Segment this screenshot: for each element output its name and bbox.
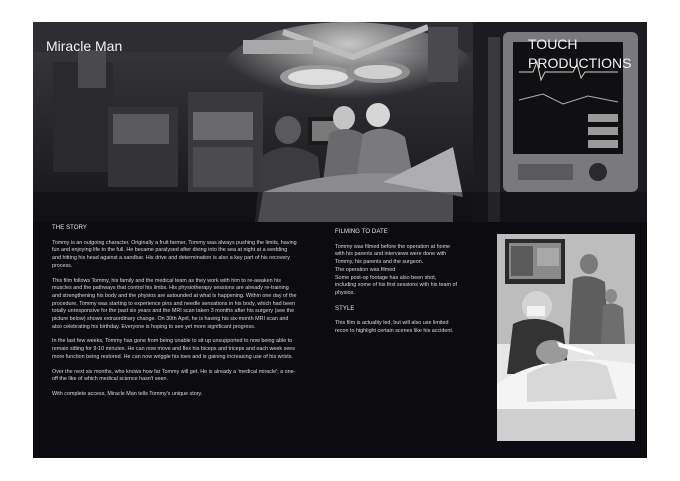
patient-physio-photo — [497, 234, 635, 441]
film-title: Miracle Man — [46, 38, 123, 54]
filming-column — [335, 229, 459, 343]
story-paragraph: Tommy is an outgoing character. Originally a fruit farmer, Tommy was always pushing the limits, having fun and enjoying life to the full. He became paralysed after diving into the sea at night at a wedding and hitting his head against a sandbar. His drive and determination is also a key part of his recovery process. — [52, 239, 297, 269]
story-heading: THE STORY — [52, 225, 88, 231]
filming-postop-paragraph: Some post-op footage has also been shot, including some of his first sessions with his team of physios. — [335, 274, 457, 296]
story-paragraph: In the last few weeks, Tommy has gone from being unable to sit up unsupported to now being able to remain sitting for 9-10 minutes. He can now move and flex his biceps and triceps and each week sees more function being restored. He can now wriggle his toes and is gaining increasing use of his wrists. — [52, 338, 296, 360]
brochure-spread — [33, 22, 647, 458]
company-name — [528, 35, 631, 73]
company-name-line2: PRODUCTIONS — [528, 55, 632, 71]
filming-heading: FILMING TO DATE — [335, 229, 388, 235]
company-name-line1: TOUCH — [528, 36, 578, 52]
story-paragraph: With complete access, Miracle Man tells Tommy's unique story. — [52, 390, 203, 397]
story-paragraph: This film follows Tommy, his family and the medical team as they work with him to re-awaken his muscles and the pathways that control his limbs. His physiotherapy sessions are already re-training and strengthening his body and the physios are astounded at what is happening. Within one day of the procedure, Tommy was starting to experience pins and needle sensations in his body, which had been totally unresponsive for the past six years and the MRI scan taken 3 months after his surgery (see the picture below) shows extraordinary change. On 30th April, he is having his six-month MRI scan and also celebrating his birthday. Everyone is hoping to see yet more significant progress. — [52, 277, 297, 330]
filming-paragraph: Tommy was filmed before the operation at home with his parents and interviews were done with Tommy, his parents and the surgeon. — [335, 243, 451, 266]
story-paragraph: Over the next six months, who knows how far Tommy will get. He is already a 'medical miracle'; a one-off the like of which medical science hasn't seen. — [52, 368, 296, 383]
style-paragraph: This film is actuality led, but will also use limited recon to highlight certain scenes like his accident. — [335, 320, 454, 335]
filming-operation-line: The operation was filmed — [335, 266, 396, 273]
style-heading: STYLE — [335, 305, 355, 312]
story-column — [52, 225, 297, 406]
